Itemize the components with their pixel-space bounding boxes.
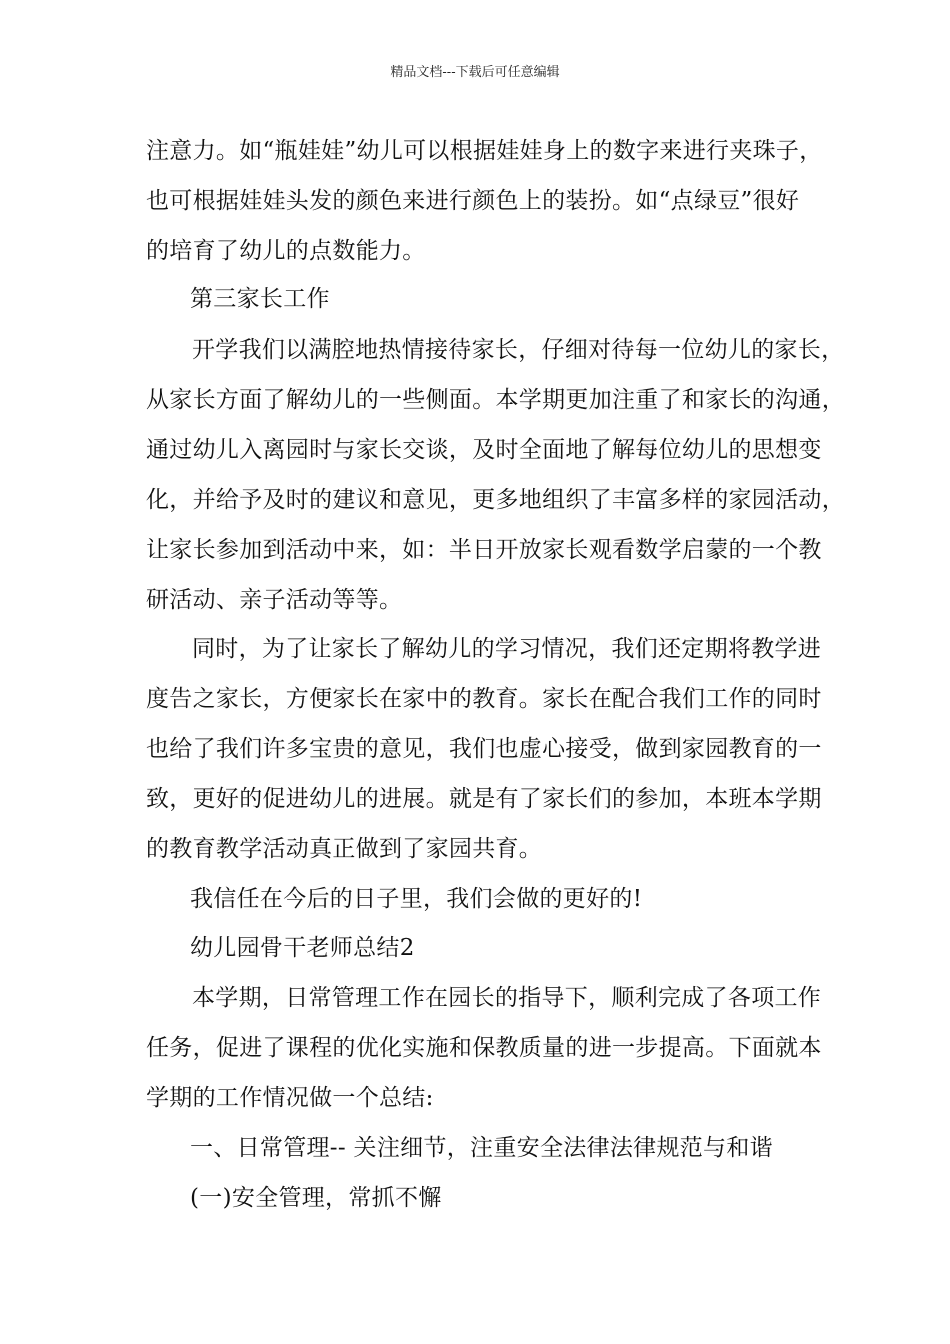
text-line: 从家长方面了解幼儿的一些侧面。本学期更加注重了和家长的沟通，: [146, 387, 845, 413]
text-line: 也给了我们许多宝贵的意见，我们也虚心接受，做到家园教育的一: [146, 736, 822, 762]
text-line: 学期的工作情况做一个总结:: [146, 1085, 434, 1111]
section-heading: 一、日常管理-- 关注细节，注重安全法律法律规范与和谐: [190, 1135, 773, 1161]
text-line: 也可根据娃娃头发的颜色来进行颜色上的装扮。如“点绿豆”很好: [146, 188, 800, 214]
text-line: 通过幼儿入离园时与家长交谈，及时全面地了解每位幼儿的思想变: [146, 437, 822, 463]
text-line: 注意力。如“瓶娃娃”幼儿可以根据娃娃身上的数字来进行夹珠子，: [146, 138, 823, 164]
text-line: 本学期，日常管理工作在园长的指导下，顺利完成了各项工作: [192, 985, 822, 1011]
text-line: 让家长参加到活动中来，如：半日开放家长观看数学启蒙的一个教: [146, 537, 822, 563]
text-line: 的教育教学活动真正做到了家园共育。: [146, 836, 543, 862]
section-heading: 幼儿园骨干老师总结2: [190, 935, 415, 961]
text-line: 度告之家长，方便家长在家中的教育。家长在配合我们工作的同时: [146, 686, 822, 712]
page-header: 精品文档---下载后可任意编辑: [390, 65, 560, 80]
subsection-heading: (一)安全管理，常抓不懈: [190, 1185, 442, 1211]
text-line: 同时，为了让家长了解幼儿的学习情况，我们还定期将教学进: [192, 636, 822, 662]
text-line: 我信任在今后的日子里，我们会做的更好的!: [190, 886, 643, 912]
text-line: 开学我们以满腔地热情接待家长，仔细对待每一位幼儿的家长，: [192, 337, 845, 363]
text-line: 化，并给予及时的建议和意见，更多地组织了丰富多样的家园活动，: [146, 487, 845, 513]
text-line: 研活动、亲子活动等等。: [146, 587, 403, 613]
text-line: 的培育了幼儿的点数能力。: [146, 238, 426, 264]
section-heading: 第三家长工作: [190, 286, 330, 312]
text-line: 任务，促进了课程的优化实施和保教质量的进一步提高。下面就本: [146, 1035, 822, 1061]
text-line: 致，更好的促进幼儿的进展。就是有了家长们的参加，本班本学期: [146, 786, 822, 812]
